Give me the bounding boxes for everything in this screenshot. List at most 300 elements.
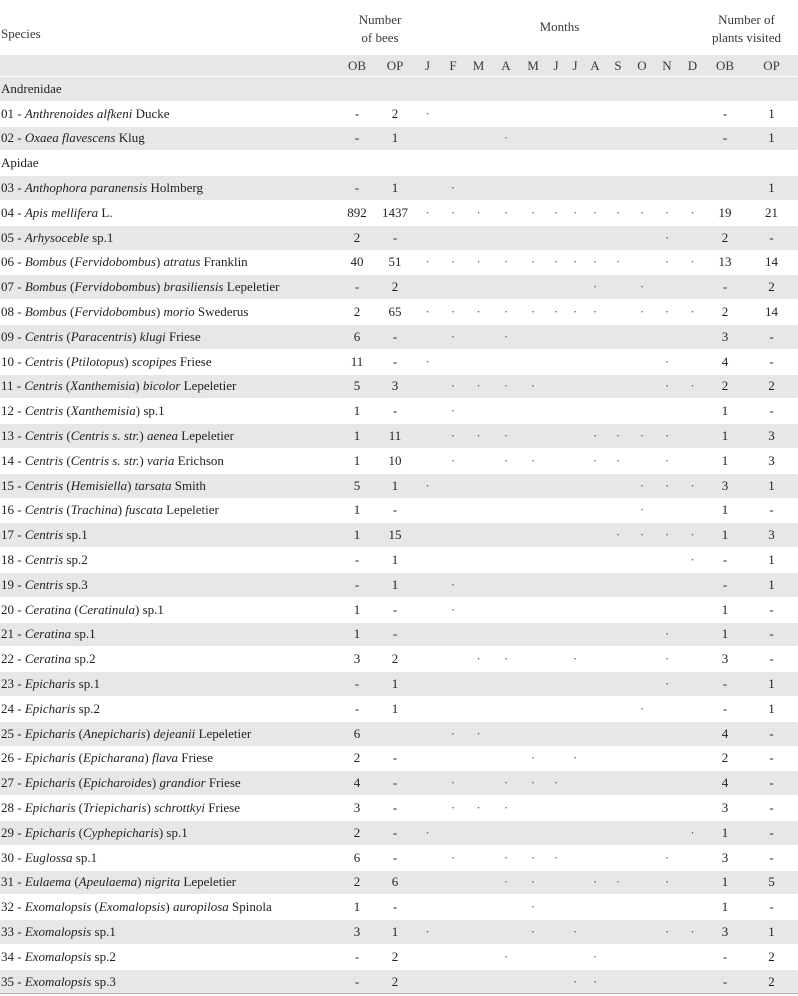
- month-presence-dot: ·: [664, 849, 670, 865]
- table-row: [0, 746, 798, 771]
- taxon-plain-text: Lepeletier: [162, 502, 219, 518]
- family-row: [0, 150, 798, 175]
- taxon-italic-text: Epicharana: [83, 750, 145, 766]
- month-presence-dot: ·: [592, 973, 598, 989]
- taxon-italic-text: Fervidobombus: [74, 254, 156, 270]
- species-name: [0, 602, 338, 618]
- taxon-plain-text: sp.3: [91, 973, 116, 989]
- taxon-plain-text: Friese: [177, 750, 214, 766]
- taxon-plain-text: (: [91, 899, 99, 915]
- taxon-italic-text: Epicharis: [24, 750, 76, 766]
- species-name: [0, 800, 338, 816]
- taxon-plain-text: 30 -: [1, 849, 25, 865]
- species-name: [0, 850, 338, 866]
- taxon-italic-text: Ceratina: [24, 626, 72, 642]
- month-presence-dot: ·: [476, 651, 481, 667]
- month-cell: [441, 577, 465, 593]
- bees-op-value: 1: [391, 477, 399, 493]
- plants-ob-value: 1: [721, 874, 729, 890]
- taxon-plain-text: Friese: [204, 800, 240, 815]
- bees-ob-value: 1: [353, 527, 361, 543]
- month-presence-dot: ·: [639, 279, 645, 295]
- bees-op-value: 1: [391, 923, 399, 939]
- month-jul-subheader: J: [572, 57, 578, 73]
- bees-op-value: 1: [391, 700, 399, 716]
- month-presence-dot: ·: [503, 849, 509, 865]
- month-cell: [414, 354, 441, 370]
- month-cell: [465, 726, 492, 742]
- taxon-plain-text: (: [63, 328, 71, 344]
- taxon-italic-text: morio: [163, 304, 195, 320]
- month-cell: [654, 527, 680, 543]
- plants-ob-value: 4: [721, 775, 729, 791]
- month-presence-dot: ·: [530, 304, 536, 320]
- taxon-plain-text: (: [63, 428, 71, 444]
- bees-ob-value: 5: [353, 477, 361, 493]
- month-presence-dot: ·: [592, 254, 598, 270]
- taxon-italic-text: Epicharis: [24, 800, 76, 815]
- taxon-italic-text: Ceratina: [24, 601, 72, 617]
- month-presence-dot: ·: [664, 651, 670, 667]
- taxon-plain-text: Lepeletier: [180, 874, 237, 890]
- plants-ob-value: 2: [721, 304, 729, 320]
- taxon-italic-text: Centris: [24, 502, 64, 518]
- family-name: Andrenidae: [1, 80, 62, 96]
- plants-op-value: 1: [768, 700, 775, 716]
- month-presence-dot: ·: [530, 923, 536, 939]
- month-presence-dot: ·: [690, 552, 695, 568]
- month-presence-dot: ·: [664, 527, 670, 543]
- month-cell: [606, 527, 630, 543]
- taxon-plain-text: sp.2: [91, 948, 116, 964]
- month-presence-dot: ·: [572, 750, 578, 766]
- month-presence-dot: ·: [450, 428, 456, 444]
- bees-op-value: 1: [391, 180, 399, 196]
- month-jun-subheader: J: [553, 57, 559, 73]
- table-row: [0, 721, 798, 746]
- month-cell: [465, 428, 492, 444]
- species-header-label: Species: [1, 26, 41, 41]
- taxon-italic-text: Epicharis: [24, 725, 76, 741]
- taxon-italic-text: Apeulaema: [78, 874, 138, 890]
- month-presence-dot: ·: [572, 254, 578, 270]
- table-row: [0, 498, 798, 523]
- month-cell: [465, 304, 492, 320]
- plants-op-value: 1: [768, 552, 775, 568]
- month-cell: [414, 205, 441, 221]
- bees-ob-value: 2: [353, 824, 361, 840]
- month-cell: [680, 552, 705, 568]
- taxon-italic-text: fuscata: [125, 502, 163, 518]
- plants-op-value: 1: [768, 180, 775, 196]
- taxon-plain-text: 19 -: [1, 576, 25, 592]
- month-cell: [654, 378, 680, 394]
- month-cell: [606, 428, 630, 444]
- bees-ob-value: -: [354, 552, 360, 568]
- month-cell: [441, 205, 465, 221]
- month-presence-dot: ·: [690, 378, 695, 394]
- number-of-plants-header: [705, 0, 798, 55]
- taxon-italic-text: Bombus: [24, 279, 67, 295]
- bees-op-value: -: [392, 502, 398, 518]
- taxon-plain-text: 11 -: [1, 378, 25, 394]
- month-cell: [492, 329, 520, 345]
- month-cell: [492, 850, 520, 866]
- plants-op-value: 1: [768, 105, 775, 121]
- plants-ob-value: -: [722, 576, 728, 592]
- taxon-italic-text: varia: [146, 452, 175, 468]
- bees-op-value: 2: [391, 279, 399, 295]
- taxon-italic-text: Bombus: [24, 304, 67, 320]
- table-row: [0, 770, 798, 795]
- table-row: [0, 919, 798, 944]
- table-row: [0, 547, 798, 572]
- bees-op-value: 1437: [382, 204, 408, 220]
- taxon-plain-text: ) sp.1: [158, 824, 188, 840]
- taxon-italic-text: schrottkyi: [154, 800, 205, 815]
- taxon-plain-text: 26 -: [1, 750, 25, 766]
- plants-ob-value: 3: [721, 849, 729, 865]
- taxon-plain-text: 35 -: [1, 973, 25, 989]
- month-presence-dot: ·: [530, 750, 536, 766]
- plants-ob-value: 1: [721, 452, 729, 468]
- plants-op-value: 1: [768, 130, 775, 146]
- month-cell: [492, 874, 520, 890]
- taxon-plain-text: 25 -: [1, 725, 25, 741]
- bees-ob-value: 11: [350, 353, 364, 369]
- month-cell: [441, 800, 465, 816]
- taxon-plain-text: 14 -: [1, 452, 25, 468]
- taxon-italic-text: atratus: [163, 254, 201, 270]
- taxon-italic-text: nigrita: [144, 874, 181, 890]
- month-cell: [492, 949, 520, 965]
- month-presence-dot: ·: [690, 304, 695, 320]
- bees-ob-value: 6: [353, 849, 361, 865]
- month-presence-dot: ·: [664, 676, 670, 692]
- month-cell: [465, 205, 492, 221]
- taxon-plain-text: Lepeletier: [180, 378, 237, 394]
- bees-ob-value: 6: [353, 328, 361, 344]
- month-cell: [606, 205, 630, 221]
- month-presence-dot: ·: [450, 576, 456, 592]
- month-presence-dot: ·: [425, 353, 430, 369]
- plants-op-value: 5: [768, 874, 775, 890]
- bees-ob-value: -: [354, 948, 360, 964]
- month-cell: [520, 750, 546, 766]
- month-cell: [606, 874, 630, 890]
- month-presence-dot: ·: [450, 180, 456, 196]
- plants-op-value: -: [769, 775, 774, 791]
- month-presence-dot: ·: [450, 254, 456, 270]
- taxon-italic-text: Arhysoceble: [24, 229, 89, 245]
- month-presence-dot: ·: [450, 775, 456, 791]
- month-oct-subheader: O: [637, 57, 647, 73]
- month-presence-dot: ·: [639, 502, 645, 518]
- plants-op-value: 2: [768, 378, 775, 394]
- plants-op-value: 2: [768, 973, 775, 989]
- month-cell: [465, 378, 492, 394]
- month-presence-dot: ·: [664, 353, 670, 369]
- taxon-plain-text: 23 -: [1, 676, 25, 692]
- month-presence-dot: ·: [530, 204, 536, 220]
- month-aug-subheader: A: [590, 57, 600, 73]
- plants-ob-value: 3: [721, 800, 729, 815]
- species-name: [0, 825, 338, 841]
- month-presence-dot: ·: [572, 651, 578, 667]
- month-cell: [465, 800, 492, 816]
- month-presence-dot: ·: [639, 304, 645, 320]
- table-header: [0, 0, 798, 55]
- species-name: [0, 304, 338, 320]
- month-presence-dot: ·: [664, 428, 670, 444]
- taxon-plain-text: 34 -: [1, 948, 25, 964]
- month-presence-dot: ·: [503, 204, 509, 220]
- month-cell: [520, 924, 546, 940]
- month-presence-dot: ·: [639, 700, 645, 716]
- species-name: [0, 329, 338, 345]
- plants-ob-value: -: [722, 105, 728, 121]
- taxon-italic-text: Paracentris: [70, 328, 133, 344]
- month-presence-dot: ·: [592, 452, 598, 468]
- month-cell: [414, 825, 441, 841]
- month-cell: [584, 949, 606, 965]
- taxon-italic-text: Epicharis: [24, 700, 76, 716]
- bees-ob-value: 3: [353, 800, 361, 815]
- month-cell: [546, 304, 566, 320]
- bees-op-value: 1: [391, 552, 399, 568]
- taxon-plain-text: ): [165, 899, 173, 915]
- table-row: [0, 250, 798, 275]
- taxon-plain-text: Lepeletier: [195, 725, 252, 741]
- month-presence-dot: ·: [639, 428, 645, 444]
- plants-op-value: -: [769, 403, 774, 419]
- plants-ob-subheader: OB: [715, 57, 735, 73]
- species-name: [0, 180, 338, 196]
- bees-op-value: 1: [391, 130, 399, 146]
- plants-ob-value: 2: [721, 229, 729, 245]
- species-name: [0, 626, 338, 642]
- month-presence-dot: ·: [450, 800, 456, 815]
- plants-ob-value: 1: [721, 502, 729, 518]
- table-subheader: [0, 55, 798, 76]
- species-name: [0, 874, 338, 890]
- bees-ob-value: 1: [353, 626, 361, 642]
- taxon-italic-text: tarsata: [134, 477, 172, 493]
- taxon-italic-text: klugi: [139, 328, 166, 344]
- taxon-plain-text: (: [75, 824, 83, 840]
- table-row: [0, 423, 798, 448]
- taxon-plain-text: 29 -: [1, 824, 25, 840]
- table-row: [0, 622, 798, 647]
- taxon-plain-text: ): [132, 328, 140, 344]
- taxon-plain-text: (: [63, 477, 71, 493]
- month-presence-dot: ·: [476, 725, 481, 741]
- taxon-plain-text: sp.1: [63, 527, 88, 543]
- month-cell: [566, 254, 584, 270]
- taxon-italic-text: Centris: [24, 527, 64, 543]
- plants-ob-value: -: [722, 552, 728, 568]
- taxon-plain-text: Lepeletier: [223, 279, 280, 295]
- bees-ob-value: 2: [353, 229, 361, 245]
- month-presence-dot: ·: [615, 254, 621, 270]
- month-cell: [654, 453, 680, 469]
- taxon-plain-text: ): [127, 477, 135, 493]
- month-cell: [441, 850, 465, 866]
- month-presence-dot: ·: [503, 452, 509, 468]
- month-apr-subheader: A: [501, 57, 511, 73]
- species-name: [0, 701, 338, 717]
- bees-ob-value: 2: [353, 750, 361, 766]
- taxon-italic-text: Trachina: [70, 502, 118, 518]
- bees-ob-subheader: OB: [347, 57, 367, 73]
- month-presence-dot: ·: [450, 204, 456, 220]
- plants-ob-value: 1: [721, 626, 729, 642]
- month-presence-dot: ·: [615, 874, 621, 890]
- month-presence-dot: ·: [639, 527, 645, 543]
- species-column-header: [0, 0, 338, 55]
- plants-ob-value: -: [722, 676, 728, 692]
- species-name: [0, 651, 338, 667]
- taxon-plain-text: ): [145, 725, 154, 741]
- taxon-italic-text: Epicharis: [24, 775, 76, 791]
- month-cell: [680, 825, 705, 841]
- taxon-plain-text: Ducke: [132, 105, 170, 121]
- plants-ob-value: 2: [721, 750, 729, 766]
- taxon-plain-text: 32 -: [1, 899, 25, 915]
- month-cell: [654, 230, 680, 246]
- number-of-bees-header: [338, 0, 414, 55]
- plants-op-value: -: [769, 502, 774, 518]
- table-row: [0, 522, 798, 547]
- month-presence-dot: ·: [572, 304, 578, 320]
- bees-ob-value: -: [354, 105, 360, 121]
- month-cell: [492, 254, 520, 270]
- month-cell: [546, 850, 566, 866]
- taxon-plain-text: Friese: [176, 353, 212, 369]
- taxon-italic-text: Anepicharis: [83, 725, 146, 741]
- month-cell: [566, 304, 584, 320]
- plants-op-value: -: [769, 229, 774, 245]
- month-cell: [680, 378, 705, 394]
- month-cell: [584, 428, 606, 444]
- month-presence-dot: ·: [553, 204, 559, 220]
- month-cell: [654, 676, 680, 692]
- taxon-plain-text: (: [62, 378, 71, 394]
- species-name: [0, 453, 338, 469]
- taxon-italic-text: Ptilotopus: [70, 353, 125, 369]
- plants-ob-value: 1: [721, 601, 729, 617]
- plants-op-value: 3: [768, 428, 775, 444]
- species-name: [0, 254, 338, 270]
- taxon-plain-text: Holmberg: [147, 180, 203, 196]
- taxon-italic-text: Exomalopsis: [24, 899, 92, 915]
- taxon-plain-text: sp.1: [88, 229, 114, 245]
- bees-op-value: 51: [388, 254, 402, 270]
- taxon-plain-text: 16 -: [1, 502, 25, 518]
- month-presence-dot: ·: [450, 328, 456, 344]
- month-cell: [414, 924, 441, 940]
- month-cell: [414, 304, 441, 320]
- table-row: [0, 175, 798, 200]
- taxon-italic-text: Exomalopsis: [98, 899, 166, 915]
- species-name: [0, 378, 338, 394]
- taxon-plain-text: 07 -: [1, 279, 25, 295]
- taxon-italic-text: Xanthemisia: [70, 378, 136, 394]
- table-row: [0, 374, 798, 399]
- month-presence-dot: ·: [425, 304, 430, 320]
- plants-op-value: -: [769, 328, 774, 344]
- plants-ob-value: 1: [721, 527, 729, 543]
- month-cell: [520, 775, 546, 791]
- month-cell: [492, 800, 520, 816]
- month-cell: [520, 205, 546, 221]
- bees-header-line1: Number: [358, 11, 402, 27]
- taxon-italic-text: bicolor: [142, 378, 181, 394]
- month-presence-dot: ·: [450, 849, 456, 865]
- month-presence-dot: ·: [690, 254, 695, 270]
- month-cell: [654, 354, 680, 370]
- month-presence-dot: ·: [450, 452, 456, 468]
- plants-op-value: 1: [768, 923, 775, 939]
- taxon-plain-text: ): [117, 502, 126, 518]
- taxon-italic-text: Fervidobombus: [74, 304, 156, 320]
- taxon-plain-text: sp.1: [71, 626, 96, 642]
- month-cell: [566, 205, 584, 221]
- month-presence-dot: ·: [530, 254, 536, 270]
- taxon-plain-text: Friese: [165, 328, 201, 344]
- month-presence-dot: ·: [530, 452, 536, 468]
- month-cell: [680, 205, 705, 221]
- table-row: [0, 572, 798, 597]
- month-presence-dot: ·: [503, 428, 509, 444]
- bees-op-value: -: [392, 899, 398, 915]
- month-cell: [520, 899, 546, 915]
- taxon-plain-text: Franklin: [200, 254, 248, 270]
- taxon-italic-text: grandior: [159, 775, 206, 791]
- taxon-plain-text: Lepeletier: [178, 428, 234, 444]
- taxon-plain-text: (: [75, 725, 83, 741]
- taxon-italic-text: Anthrenoides alfkeni: [24, 105, 133, 121]
- month-presence-dot: ·: [425, 105, 430, 121]
- month-cell: [630, 527, 654, 543]
- taxon-italic-text: flava: [151, 750, 178, 766]
- plants-op-value: 1: [768, 477, 775, 493]
- taxon-plain-text: 05 -: [1, 229, 25, 245]
- table-row: [0, 200, 798, 225]
- month-cell: [566, 750, 584, 766]
- month-cell: [441, 180, 465, 196]
- bees-header-line2: of bees: [361, 29, 399, 45]
- month-presence-dot: ·: [503, 651, 509, 667]
- taxon-plain-text: ): [146, 800, 155, 815]
- months-header-label: Months: [539, 18, 580, 34]
- taxon-italic-text: Exomalopsis: [24, 948, 92, 964]
- month-presence-dot: ·: [450, 378, 456, 394]
- month-presence-dot: ·: [592, 279, 598, 295]
- month-presence-dot: ·: [664, 204, 670, 220]
- taxon-italic-text: Epicharis: [24, 676, 76, 692]
- month-presence-dot: ·: [476, 428, 481, 444]
- taxon-italic-text: brasiliensis: [163, 279, 224, 295]
- taxon-italic-text: Epicharis: [24, 824, 76, 840]
- species-name: [0, 230, 338, 246]
- taxon-plain-text: 02 -: [1, 130, 25, 146]
- month-presence-dot: ·: [690, 923, 695, 939]
- taxon-italic-text: Centris: [24, 328, 64, 344]
- taxon-plain-text: sp.1: [75, 676, 100, 692]
- month-presence-dot: ·: [664, 229, 670, 245]
- month-cell: [680, 924, 705, 940]
